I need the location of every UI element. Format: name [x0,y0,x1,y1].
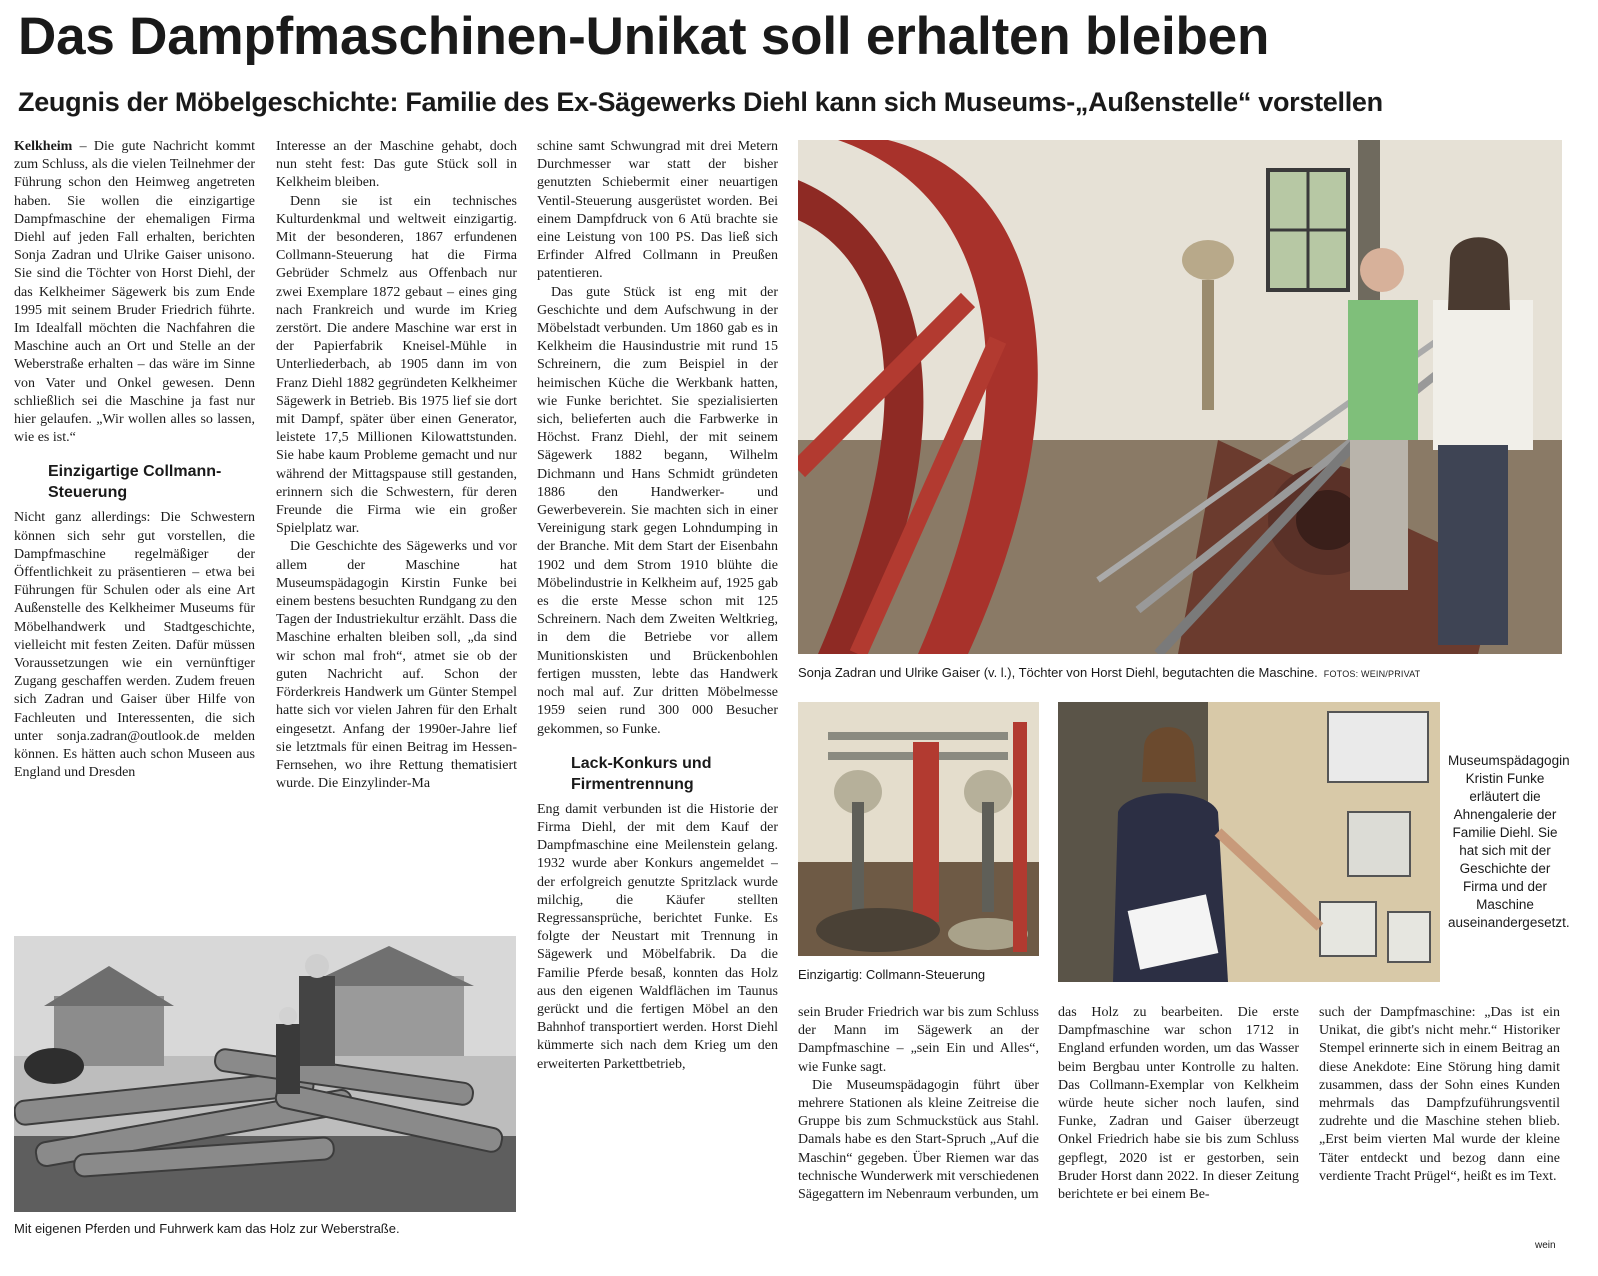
article-column-2 [276,138,517,920]
article-column-5 [1058,1004,1299,1250]
dateline: Kelkheim [14,139,73,154]
steering-photo-caption: Einzigartig: Collmann-Steuerung [798,967,986,982]
subheading-lack-konkurs: Lack-Konkurs und Firmentrennung [571,754,712,793]
article-column-1 [14,138,255,920]
museum-guide-caption: Museumspädagogin Kristin Funke erläutert die Ahnengalerie der Familie Diehl. Sie hat sich mit der Geschichte der Firma und der Maschine auseinandergesetzt. [1448,753,1570,930]
historic-timber-photo [14,936,516,1212]
article-paragraph: Die Museumspädagogin führt über mehrere Stationen als kleine Zeitreise die Gruppe bis zum Schmuckstück aus Stahl. Damals habe es den Start-Spruch „Auf die Maschin“ gegeben. Über Riemen war das technische Wunderwerk mit verschiedenen Sägegattern im Nebenraum verbunden, um [798,1077,1039,1203]
article-column-3 [537,138,778,1248]
article-column-6 [1319,1004,1560,1238]
article-paragraph: schine samt Schwungrad mit drei Metern Durchmesser war statt der bisher genutzten Schiebermit einer neuartigen Ventil-Steuerung ausgerüstet worden. Bei einem Dampfdruck von 6 Atü brachte sie eine Leistung von 100 PS. Das ließ sich Erfinder Alfred Collmann in Preußen patentieren. [537,139,778,282]
steering-illustration [798,702,1039,956]
headline: Das Dampfmaschinen-Unikat soll erhalten bleiben [18,7,1270,66]
author-tag: wein [1535,1240,1556,1251]
article-paragraph: das Holz zu bearbeiten. Die erste Dampfmaschine war schon 1712 in England erfunden worden, um das Wasser beim Bergbau unter Kontrolle zu halten. Das Collmann-Exemplar von Kelkheim würde heute sicher noch laufen, sind Funke, Zadran und Gaiser überzeugt Onkel Friedrich habe sie bis zum Schluss gepflegt, 2020 ist er gestorben, sein Bruder Horst dann 2022. In dieser Zeitung berichtete er bei einem Be- [1058,1005,1299,1203]
article-paragraph: such der Dampfmaschine: „Das ist ein Unikat, die gibt's nicht mehr.“ Historiker Stempel erinnerte sich in einem Beitrag an diese Anekdote: Eine Störung hing damit zusammen, dass der Sohn eines Kunden mehrmals das Dampfzuführungsventil zudrehte und die Maschine stehen blieb. „Erst beim vierten Mal wurde der kleine Täter entdeckt und bezog dann eine verdiente Tracht Prügel“, heißt es im Text. [1319,1005,1560,1184]
collmann-steering-photo [798,702,1039,956]
museum-guide-illustration [1058,702,1440,982]
historic-timber-illustration [14,936,516,1212]
article-column-4 [798,1004,1039,1250]
article-paragraph: Nicht ganz allerdings: Die Schwestern können sich sehr gut vorstellen, die Dampfmaschine regelmäßiger der Öffentlichkeit zu präsentieren – etwa bei Führungen für Schulen oder als eine Art Außenstelle des Kelkheimer Museums für Möbelhandwerk und Stadtgeschichte, vielleicht mit festen Zeiten. Dafür müssen Voraussetzungen wie ein vernünftiger Zugang geschaffen werden. Zudem freuen sich Zadran und Gaiser über Hilfe von Fachleuten und Interessenten, die sich unter sonja.zadran@outlook.de melden können. Es hätten auch schon Museen aus England und Dresden [14,510,255,781]
steam-engine-photo [798,140,1562,654]
caption-text: Sonja Zadran und Ulrike Gaiser (v. l.), Töchter von Horst Diehl, begutachten die Maschine. [798,665,1318,680]
museum-guide-photo [1058,702,1440,982]
article-paragraph: sein Bruder Friedrich war bis zum Schluss der Mann im Sägewerk an der Dampfmaschine – „sein Ein und Alles“, wie Funke sagt. [798,1005,1039,1075]
steam-engine-illustration [798,140,1562,654]
article-paragraph [14,138,255,447]
article-paragraph: Interesse an der Maschine gehabt, doch nun steht fest: Das gute Stück soll in Kelkheim bleiben. [276,139,517,191]
subheadline: Zeugnis der Möbelgeschichte: Familie des Ex-Sägewerks Diehl kann sich Museums-„Außenstelle“ vorstellen [18,87,1383,117]
photo-credit: FOTOS: WEIN/PRIVAT [1323,669,1421,679]
article-paragraph: Die Geschichte des Sägewerks und vor allem der Maschine hat Museumspädagogin Kirstin Funke bei einem bestens besuchten Rundgang zu den Tagen der Industriekultur erzählt. Dass die Maschine erhalten bleiben soll, „da sind wir schon mal froh“, atmet sie ob der guten Nachricht auf. Schon der Förderkreis Handwerk um Günter Stempel hatte sich vor vielen Jahren für den Erhalt eingesetzt. Anfang der 1990er-Jahre lief sie letztmals für einen Beitrag im Hessen-Fernsehen, wo ihre Rettung thematisiert wurde. Die Einzylinder-Ma [276,539,517,792]
article-paragraph: Denn sie ist ein technisches Kulturdenkmal und weltweit einzigartig. Mit der besonderen, 1867 erfundenen Collmann-Steuerung hat die Firma Gebrüder Schmelz aus Offenbach nur zwei Exemplare 1872 gebaut – eines ging nach Frankreich und wurde im Krieg zerstört. Die andere Maschine war erst in der Papierfabrik Kneisel-Mühle in Unterliederbach, ab 1905 dann im von Franz Diehl 1882 gegründeten Kelkheimer Sägewerk in Betrieb. Bis 1975 lief sie dort mit Dampf, später über einen Generator, leistete 17,5 Millionen Kilowattstunden. Sie habe kaum Probleme gemacht und nur während der Mittagspause still gestanden, erinnern sich die Schwestern, für deren Freunde die Firma wie ein großer Spielplatz war. [276,193,517,537]
main-photo-caption [798,664,1420,683]
paragraph-text: – Die gute Nachricht kommt zum Schluss, als die vielen Teilnehmer der Führung schon den Heimweg angetreten haben. Sie wollen die einzigartige Dampfmaschine der ehemaligen Firma Diehl auf jeden Fall erhalten, berichten Sonja Zadran und Ulrike Gaiser unisono. Sie sind die Töchter von Horst Diehl, der das Kelkheimer Sägewerk bis zum Ende 1995 mit seinem Bruder Friedrich führte. Im Idealfall möchten die Nachfahren die Maschine auch an Ort und Stelle an der Weberstraße erhalten – das wäre im Sinne von Vater und Onkel gewesen. Denn schließlich sei die Maschine ja fast nur hier gelaufen. „Wir wollen alles so lassen, wie es ist.“ [14,139,255,446]
article-paragraph: Das gute Stück ist eng mit der Geschichte und dem Aufschwung in der Möbelstadt verbunden. Um 1860 gab es in Kelkheim die Hausindustrie mit rund 15 Schreinern, die zum Beispiel in der heimischen Küche die Werkbank hatten, wie Funke berichtet. Sie spezialisierten sich, belieferten auch die Farbwerke in Höchst. Franz Diehl, der mit seinem Sägewerk 1882 begann, Wilhelm Dichmann und Hans Schmidt gründeten 1886 den Handwerker- und Gewerbeverein. Sie machten sich in einer Vereinigung stark gegen Lohndumping in der Branche. Mit dem Start der Eisenbahn 1902 und dem Strom 1910 blühte die Möbelindustrie in Kelkheim auf, 1925 gab es die erste Messe schon mit 125 Schreinern. Nach dem Zweiten Weltkrieg, in dem die Betriebe vor allem Munitionskisten und Brückenbohlen fertigen mussten, lebte das Handwerk noch mal auf. Zur dritten Möbelmesse 1959 seien rund 300 000 Besucher gekommen, so Funke. [537,284,778,737]
article-paragraph: Eng damit verbunden ist die Historie der Firma Diehl, der mit dem Kauf der Dampfmaschine eine Meilenstein gelang. 1932 wurde aber Konkurs angemeldet – der erfolgreich genutzte Spritzlack wurde milchig, die Käufer stellten Regressansprüche, berichtet Funke. Es folgte der Neustart mit Trennung in Sägewerk und Möbelfabrik. Da die Familie Pferde besaß, konnten das Holz aus den eigenen Waldflächen im Taunus gerückt und die fertigen Möbel an den Bahnhof transportiert werden. Horst Diehl kümmerte sich nach dem Krieg um den erweiterten Parkettbetrieb, [537,801,778,1072]
historic-photo-caption: Mit eigenen Pferden und Fuhrwerk kam das Holz zur Weberstraße. [14,1221,400,1236]
subheading-collmann: Einzigartige Collmann-Steuerung [48,463,222,502]
